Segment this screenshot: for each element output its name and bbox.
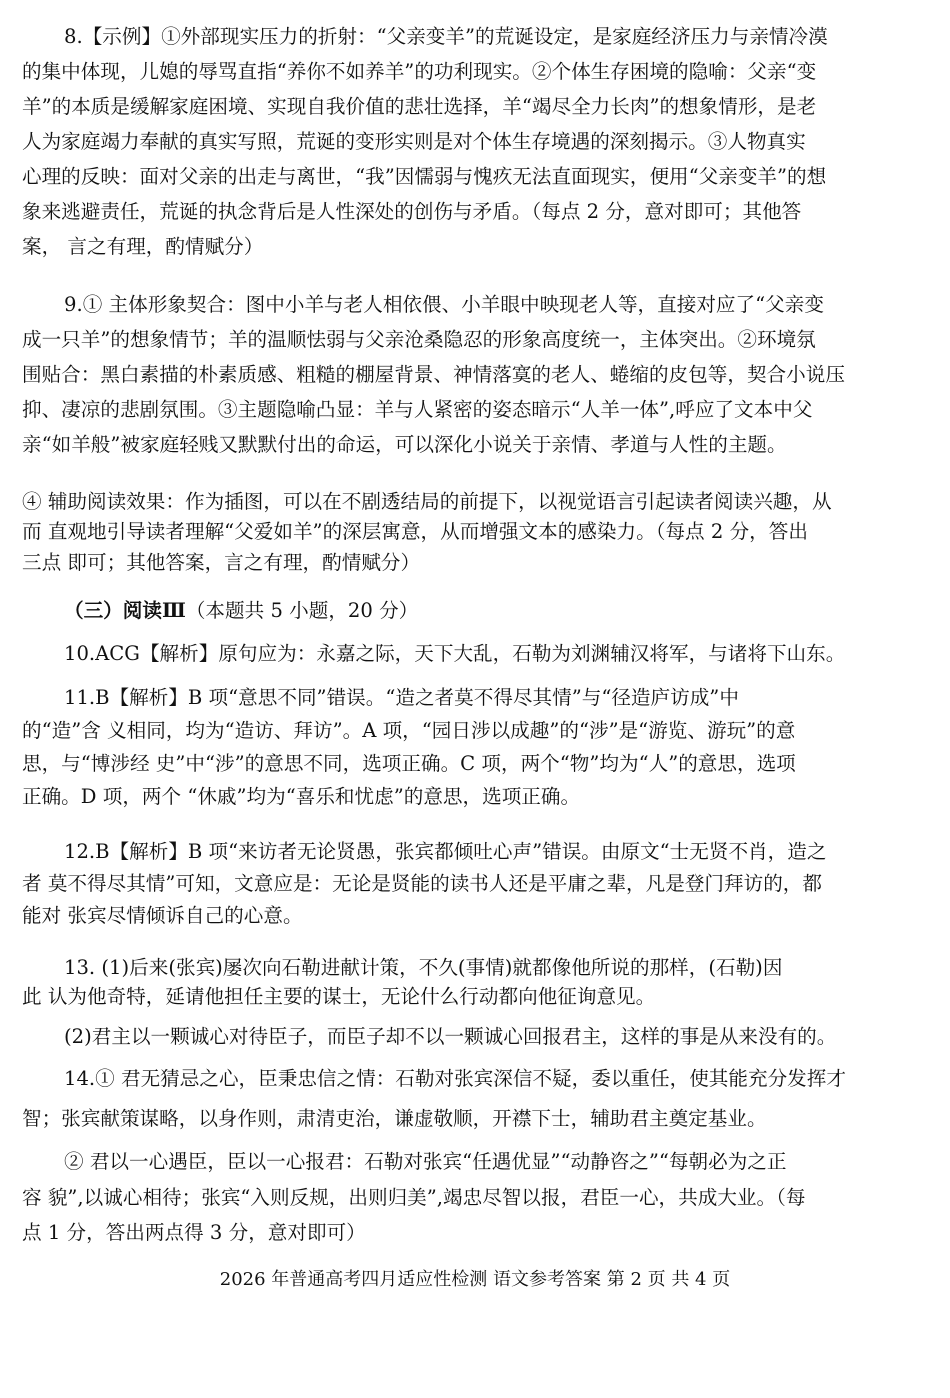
q13-line-2: 此 认为他奇特，延请他担任主要的谋士，无论什么行动都向他征询意见。 [22, 985, 656, 1008]
q14-line-2: 智；张宾献策谋略，以身作则，肃清吏治，谦虚敬顺，开襟下士，辅助君主奠定基业。 [22, 1107, 767, 1130]
q9-line-7: 而 直观地引导读者理解“父爱如羊”的深层寓意，从而增强文本的感染力。（每点 2 分，答出 [22, 520, 808, 543]
section-note: （本题共 5 小题，20 分） [185, 599, 419, 622]
q11-line-1: 11.B【解析】B 项“意思不同”错误。“造之者莫不得尽其情”与“径造庐访成”中 [64, 686, 739, 709]
q9-line-6: ④ 辅助阅读效果：作为插图，可以在不剧透结局的前提下，以视觉语言引起读者阅读兴趣，从 [22, 490, 832, 513]
q8-line-1: 8.【示例】①外部现实压力的折射：“父亲变羊”的荒诞设定，是家庭经济压力与亲情冷漠 [64, 25, 828, 48]
q9-line-5: 亲“如羊般”被家庭轻贱又默默付出的命运，可以深化小说关于亲情、孝道与人性的主题。 [22, 433, 787, 456]
q9-line-1: 9.① 主体形象契合：图中小羊与老人相依偎、小羊眼中映现老人等，直接对应了“父亲变 [64, 293, 824, 316]
q8-line-3: 羊”的本质是缓解家庭困境、实现自我价值的悲壮选择，羊“竭尽全力长肉”的想象情形，是老 [22, 95, 817, 118]
q12-line-2: 者 莫不得尽其情”可知，文意应是：无论是贤能的读书人还是平庸之辈，凡是登门拜访的，都 [22, 872, 822, 895]
q12-line-1: 12.B【解析】B 项“来访者无论贤愚，张宾都倾吐心声”错误。由原文“士无贤不肖，造之 [64, 840, 827, 863]
q8-line-4: 人为家庭竭力奉献的真实写照，荒诞的变形实则是对个体生存境遇的深刻揭示。③人物真实 [22, 130, 806, 153]
q8-line-5: 心理的反映：面对父亲的出走与离世，“我”因懦弱与愧疚无法直面现实，便用“父亲变羊”的想 [22, 165, 827, 188]
q13-line-3: (2)君主以一颗诚心对待臣子，而臣子却不以一颗诚心回报君主，这样的事是从来没有的。 [64, 1025, 837, 1048]
q9-line-4: 抑、凄凉的悲剧氛围。③主题隐喻凸显：羊与人紧密的姿态暗示“人羊一体”,呼应了文本中父 [22, 398, 813, 421]
q8-line-7: 案， 言之有理，酌情赋分） [22, 235, 264, 258]
q9-line-2: 成一只羊”的想象情节；羊的温顺怯弱与父亲沧桑隐忍的形象高度统一，主体突出。②环境氛 [22, 328, 816, 351]
q10-line-1: 10.ACG【解析】原句应为：永嘉之际，天下大乱，石勒为刘渊辅汉将军，与诸将下山东。 [64, 642, 846, 665]
q13-line-1: 13. (1)后来(张宾)屡次向石勒进献计策，不久(事情)就都像他所说的那样，(石勒)因 [64, 956, 783, 979]
q12-line-3: 能对 张宾尽情倾诉自己的心意。 [22, 904, 303, 927]
q14-line-1: 14.① 君无猜忌之心，臣秉忠信之情：石勒对张宾深信不疑，委以重任，使其能充分发挥才 [64, 1067, 846, 1090]
q14-line-3: ② 君以一心遇臣，臣以一心报君：石勒对张宾“任遇优显”“动静咨之”“每朝必为之正 [64, 1150, 787, 1173]
section-heading [64, 599, 934, 623]
page-footer: 2026 年普通高考四月适应性检测 语文参考答案 第 2 页 共 4 页 [219, 1269, 731, 1290]
q8-line-6: 象来逃避责任，荒诞的执念背后是人性深处的创伤与矛盾。（每点 2 分，意对即可；其他答 [22, 200, 802, 223]
section-title: （三）阅读Ⅲ [64, 599, 186, 622]
q8-line-2: 的集中体现，儿媳的辱骂直指“养你不如养羊”的功利现实。②个体生存困境的隐喻：父亲“变 [22, 60, 817, 83]
q14-line-5: 点 1 分，答出两点得 3 分，意对即可） [22, 1221, 366, 1244]
q11-line-3: 思，与“博涉经 史”中“涉”的意思不同，选项正确。C 项，两个“物”均为“人”的意思，选项 [22, 752, 796, 775]
q14-line-4: 容 貌”,以诚心相待；张宾“入则反规，出则归美”,竭忠尽智以报，君臣一心，共成大业。（每 [22, 1186, 806, 1209]
q9-line-3: 围贴合：黑白素描的朴素质感、粗糙的棚屋背景、神情落寞的老人、蜷缩的皮包等，契合小说压 [22, 363, 845, 386]
q9-line-8: 三点 即可；其他答案，言之有理，酌情赋分） [22, 551, 421, 574]
q11-line-4: 正确。D 项，两个 “休戚”均为“喜乐和忧虑”的意思，选项正确。 [22, 785, 581, 808]
q11-line-2: 的“造”含 义相同，均为“造访、拜访”。A 项，“园日涉以成趣”的“涉”是“游览、游玩”的意 [22, 719, 796, 742]
